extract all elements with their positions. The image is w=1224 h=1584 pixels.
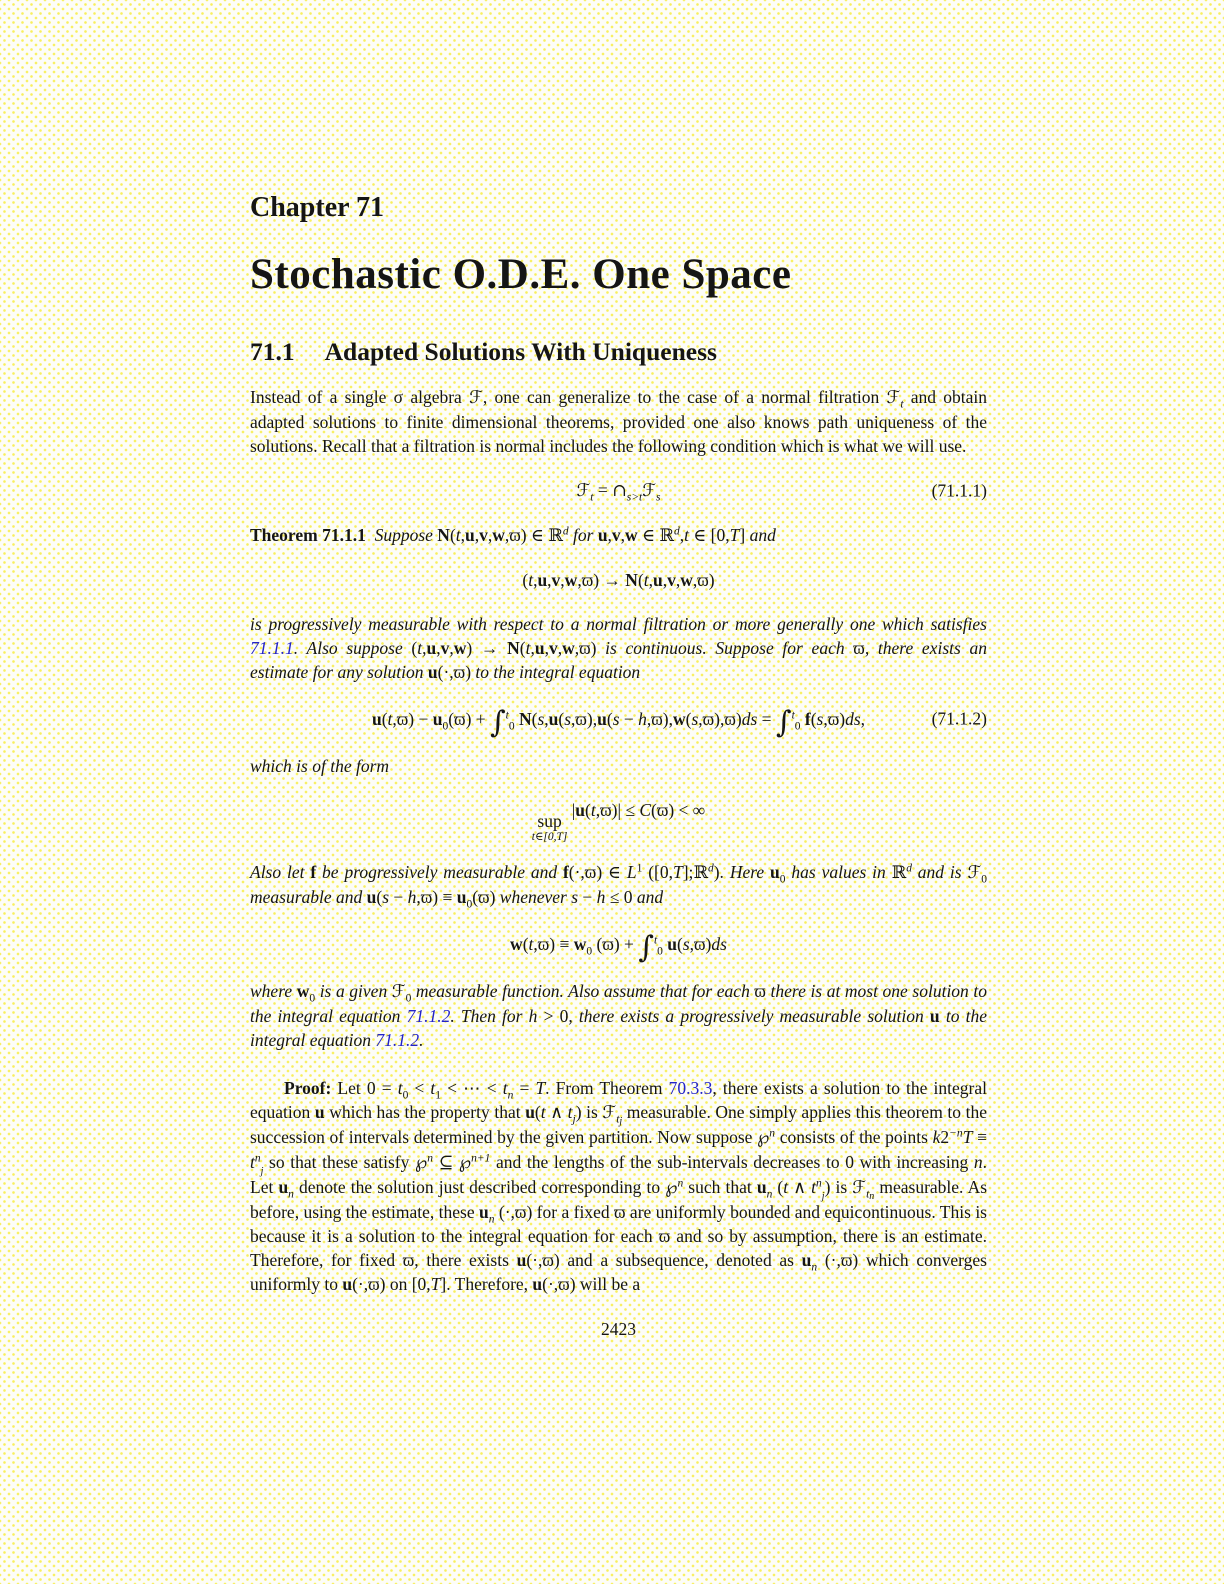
document-flow (250, 385, 987, 1296)
theorem-body-paragraph: is progressively measurable with respect to a normal filtration or more generally one which satisfies 71.1.1. Also suppose (t,u,v,w) → N(t,u,v,w,ϖ) is continuous. Suppose for each ϖ, there exists an estimate for any solution u(·,ϖ) to the integral equation (250, 614, 987, 683)
display-equation-map: (t,u,v,w,ϖ) → N(t,u,v,w,ϖ) (522, 570, 715, 591)
page-number: 2423 (601, 1319, 636, 1340)
page-title: Stochastic O.D.E. One Space (250, 250, 792, 298)
chapter-label: Chapter 71 (250, 192, 385, 223)
equation-number: (71.1.2) (931, 708, 987, 729)
equation-number: (71.1.1) (931, 479, 987, 500)
section-heading (250, 338, 987, 366)
section-number: 71.1 (250, 337, 295, 367)
cross-reference-link[interactable]: 70.3.3 (668, 1078, 713, 1099)
display-equation-w: $w(t,ϖ) \equiv w_0$ (ϖ) + ∫$^t_0$ u(s,ϖ)ds (510, 930, 727, 966)
theorem-statement: Theorem 71.1.1 Suppose N(t,u,v,w,ϖ) ∈ ℝ$^d$ for u,v,w ∈ ℝ$^d$,t ∈ [0,T] and (250, 525, 776, 547)
display-equation-sup-estimate: sup t∈[0,T] |u(t,ϖ)| ≤ C(ϖ) < ∞ (531, 800, 706, 843)
intro-paragraph: Instead of a single σ algebra ℱ, one can generalize to the case of a normal filtration ℱ$_t$ and obtain adapted solutions to finite dimensional theorems, provided one also knows path uniqueness of the solutions. Recall that a filtration is normal includes the following condition which is what we will use. (250, 387, 988, 457)
textbook-page (250, 0, 987, 1341)
where-w0-paragraph: where $w_0$ is a given ℱ$_0$ measurable function. Also assume that for each ϖ there is at most one solution to the integral equation 71.1.2. Then for h > 0, there exists a progressively measurable solution u to the integral equation 71.1.2. (250, 981, 988, 1051)
cross-reference-link[interactable]: 71.1.1 (250, 638, 294, 659)
proof-paragraph: Proof: Let $0 = t_0 < t_1$ < ⋯ < $t_n = T$. From Theorem 70.3.3, there exists a solution to the integral equation u which has the property that u(t ∧ $t_j$) is ℱ$_{tj}$ measurable. One simply applies this theorem to the succession of intervals determined by the given partition. Now suppose ℘$^n$ consists of the points $k2^{-n}T \equiv t^n_j$ so that these satisfy ℘$^n$ ⊆ ℘$^{n+1}$ and the lengths of the sub-intervals decreases to 0 with increasing n. Let $u_n$ denote the solution just described corresponding to ℘$^n$ such that $u_n$ (t ∧ $t^n_j$) is ℱ$_{tn}$ measurable. As before, using the estimate, these $u_n$ (·,ϖ) for a fixed ϖ are uniformly bounded and equicontinuous. This is because it is a solution to the integral equation for each ϖ and so by assumption, there is an estimate. Therefore, for fixed ϖ, there exists u(·,ϖ) and a subsequence, denoted as $u_n$ (·,ϖ) which converges uniformly to u(·,ϖ) on [0,T]. Therefore, u(·,ϖ) will be a (250, 1078, 988, 1295)
display-equation-integral: $u(t,ϖ) - u_0(ϖ) + \int^t_0$ N(s,u(s,ϖ),u(s − h,ϖ),w(s,ϖ),ϖ)ds = ∫$^t_0$ f(s,ϖ)ds, (71.1.2) (371, 705, 987, 741)
also-let-paragraph: Also let f be progressively measurable and f(·,ϖ) ∈ $L^1$ ([0,T];ℝ$^d$). Here $u_0$ has values in ℝ$^d$ and is ℱ$_0$ measurable and $u(s - h,ϖ) \equiv u_0(ϖ)$ whenever s − h ≤ 0 and (250, 862, 987, 911)
sup-operator-with-limits: sup t∈[0,T] (531, 811, 568, 843)
cross-reference-link[interactable]: 71.1.2 (406, 1006, 451, 1027)
cross-reference-link[interactable]: 71.1.2 (375, 1030, 420, 1051)
section-title: Adapted Solutions With Uniqueness (324, 337, 717, 367)
which-is-of-the-form: which is of the form (250, 756, 390, 777)
display-equation-filtration: ℱ$_t$ = $\cap_{s>t}ℱ_s$ (71.1.1) (576, 479, 987, 504)
